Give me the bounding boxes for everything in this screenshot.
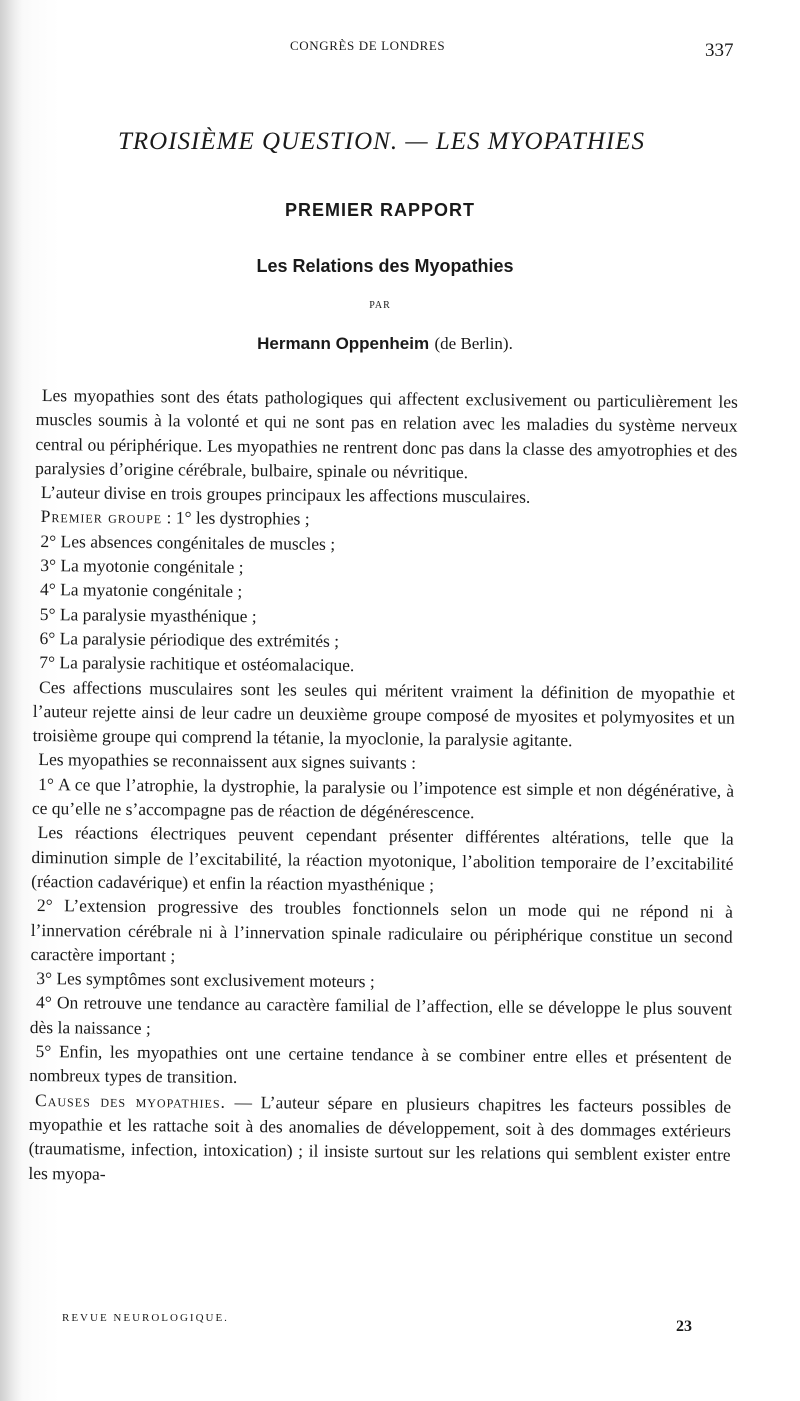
report-label: PREMIER RAPPORT bbox=[284, 200, 476, 220]
section-title: TROISIÈME QUESTION. — LES MYOPATHIES bbox=[118, 128, 645, 155]
signature-number: 23 bbox=[676, 1318, 692, 1335]
report-subtitle: Les Relations des Myopathies bbox=[256, 256, 514, 276]
binding-shadow bbox=[0, 0, 22, 1401]
running-title: CONGRÈS DE LONDRES bbox=[290, 38, 446, 53]
list-item: 5° La paralysie myasthénique ; bbox=[39, 603, 257, 626]
author-name: Hermann Oppenheim bbox=[257, 334, 430, 353]
list-item: 4° La myatonie congénitale ; bbox=[39, 579, 243, 602]
paragraph bbox=[28, 1088, 731, 1192]
by-label: PAR bbox=[369, 300, 391, 311]
list-item: 7° La paralysie rachitique et ostéomalacique. bbox=[39, 652, 355, 676]
group-first-item: : 1° les dystrophies ; bbox=[162, 507, 310, 530]
paragraph: Les myopathies se reconnaissent aux signes suivants : bbox=[38, 749, 417, 774]
paragraph: 3° Les symptômes sont exclusivement moteurs ; bbox=[36, 968, 375, 992]
author-affiliation: (de Berlin). bbox=[434, 334, 513, 353]
paragraph: Les myopathies sont des états pathologiques qui affectent exclusivement ou particulièrement les muscles soumis à la volonté et qui ne sont pas en relation avec les maladies du système nerveux central ou périphérique. Les myopathies ne rentrent donc pas dans la classe des amyotrophies et des paralysies d’origine cérébrale, bulbaire, spinale ou névritique. bbox=[35, 385, 738, 483]
paragraph: Les réactions électriques peuvent cependant présenter différentes altérations, telle que la diminution simple de l’excitabilité, la réaction myotonique, l’abolition temporaire de l’excitabilité (réaction cadavérique) et enfin la réaction myasthénique ; bbox=[31, 822, 734, 895]
list-item: 2° Les absences congénitales de muscles ; bbox=[40, 530, 336, 554]
running-head bbox=[0, 36, 760, 61]
list-item: 6° La paralysie périodique des extrémités ; bbox=[39, 628, 340, 651]
paragraph: L’auteur divise en trois groupes principaux les affections musculaires. bbox=[40, 482, 531, 507]
author-line bbox=[45, 334, 725, 354]
body-text bbox=[28, 383, 738, 1191]
page-number: 337 bbox=[705, 40, 734, 61]
paragraph: 4° On retrouve une tendance au caractère familial de l’affection, elle se développe le plus souvent dès la naissance ; bbox=[29, 992, 733, 1038]
paragraph: 5° Enfin, les myopathies ont une certaine tendance à se combiner entre elles et présentent de nombreux types de transition. bbox=[29, 1041, 732, 1088]
list-item: 3° La myotonie congénitale ; bbox=[40, 555, 244, 578]
journal-footer: REVUE NEUROLOGIQUE. bbox=[62, 1312, 229, 1324]
paragraph: 1° A ce que l’atrophie, la dystrophie, la paralysie ou l’impotence est simple et non dégénérative, à ce qu’elle ne s’accompagne pas de réaction de dégénérescence. bbox=[31, 773, 735, 823]
paragraph: 2° L’extension progressive des troubles fonctionnels selon un mode qui ne répond ni à l’innervation cérébrale ni à l’innervation spinale radiculaire ou périphérique constitue un second caractère important ; bbox=[30, 895, 734, 966]
causes-text: — L’auteur sépare en plusieurs chapitres les facteurs possibles de myopathie et les rattache soit à des anomalies de développement, soit à des dommages extérieurs (traumatisme, infection, intoxication) ; il insiste surtout sur les relations qui semblent exister entre les myopa- bbox=[28, 1091, 732, 1184]
group-label: Premier groupe bbox=[40, 506, 163, 528]
paragraph: Ces affections musculaires sont les seules qui méritent vraiment la définition de myopathie et l’auteur rejette ainsi de leur cadre un deuxième groupe composé de myosites et polymyosites et un troisième groupe qui comprend la tétanie, la myoclonie, la paralysie agitante. bbox=[32, 676, 736, 751]
causes-label: Causes des myopathies. bbox=[35, 1089, 227, 1112]
